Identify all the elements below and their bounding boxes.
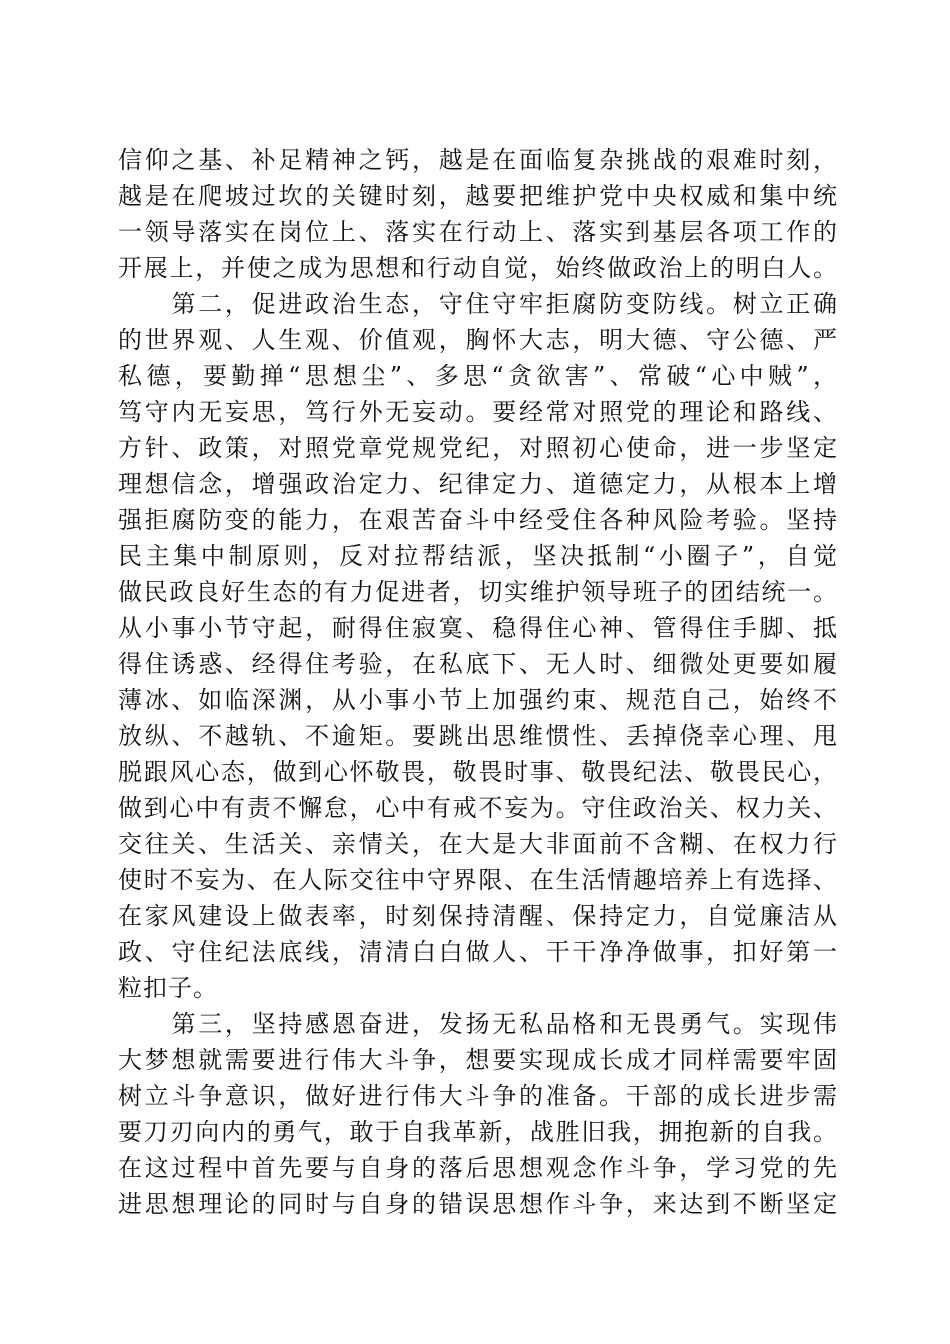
text-line: 第三，坚持感恩奋进，发扬无私品格和无畏勇气。实现伟 [118, 1010, 838, 1038]
text-line: 一领导落实在岗位上、落实在行动上、落实到基层各项工作的 [118, 218, 838, 246]
text-line: 做到心中有责不懈怠，心中有戒不妄为。守住政治关、权力关、 [118, 794, 838, 822]
text-line: 在家风建设上做表率，时刻保持清醒、保持定力，自觉廉洁从 [118, 902, 838, 930]
text-line: 强拒腐防变的能力，在艰苦奋斗中经受住各种风险考验。坚持 [118, 506, 838, 534]
text-line: 理想信念，增强政治定力、纪律定力、道德定力，从根本上增 [118, 470, 838, 498]
text-line: 开展上，并使之成为思想和行动自觉，始终做政治上的明白人。 [118, 254, 838, 282]
text-line: 的世界观、人生观、价值观，胸怀大志，明大德、守公德、严 [118, 326, 838, 354]
text-line: 政、守住纪法底线，清清白白做人、干干净净做事，扣好第一 [118, 938, 838, 966]
text-line: 做民政良好生态的有力促进者，切实维护领导班子的团结统一。 [118, 578, 838, 606]
text-line: 树立斗争意识，做好进行伟大斗争的准备。干部的成长进步需 [118, 1082, 838, 1110]
text-line: 粒扣子。 [118, 974, 218, 1002]
text-line: 越是在爬坡过坎的关键时刻，越要把维护党中央权威和集中统 [118, 182, 838, 210]
text-line: 得住诱惑、经得住考验，在私底下、无人时、细微处更要如履 [118, 650, 838, 678]
text-line: 私德，要勤掸“思想尘”、多思“贪欲害”、常破“心中贼”， [118, 362, 838, 390]
text-line: 从小事小节守起，耐得住寂寞、稳得住心神、管得住手脚、抵 [118, 614, 838, 642]
text-line: 脱跟风心态，做到心怀敬畏，敬畏时事、敬畏纪法、敬畏民心， [118, 758, 838, 786]
text-line: 民主集中制原则，反对拉帮结派，坚决抵制“小圈子”，自觉 [118, 542, 838, 570]
text-line: 大梦想就需要进行伟大斗争，想要实现成长成才同样需要牢固 [118, 1046, 838, 1074]
text-line: 使时不妄为、在人际交往中守界限、在生活情趣培养上有选择、 [118, 866, 838, 894]
text-line: 进思想理论的同时与自身的错误思想作斗争，来达到不断坚定 [118, 1190, 838, 1218]
text-line: 要刀刃向内的勇气，敢于自我革新，战胜旧我，拥抱新的自我。 [118, 1118, 838, 1146]
text-line: 交往关、生活关、亲情关，在大是大非面前不含糊、在权力行 [118, 830, 838, 858]
body-text [118, 142, 838, 1222]
text-line: 在这过程中首先要与自身的落后思想观念作斗争，学习党的先 [118, 1154, 838, 1182]
text-line: 方针、政策，对照党章党规党纪，对照初心使命，进一步坚定 [118, 434, 838, 462]
text-line: 薄冰、如临深渊，从小事小节上加强约束、规范自己，始终不 [118, 686, 838, 714]
text-line: 信仰之基、补足精神之钙，越是在面临复杂挑战的艰难时刻， [118, 146, 838, 174]
text-line: 第二，促进政治生态，守住守牢拒腐防变防线。树立正确 [118, 290, 838, 318]
text-line: 笃守内无妄思，笃行外无妄动。要经常对照党的理论和路线、 [118, 398, 838, 426]
text-line: 放纵、不越轨、不逾矩。要跳出思维惯性、丢掉侥幸心理、甩 [118, 722, 838, 750]
